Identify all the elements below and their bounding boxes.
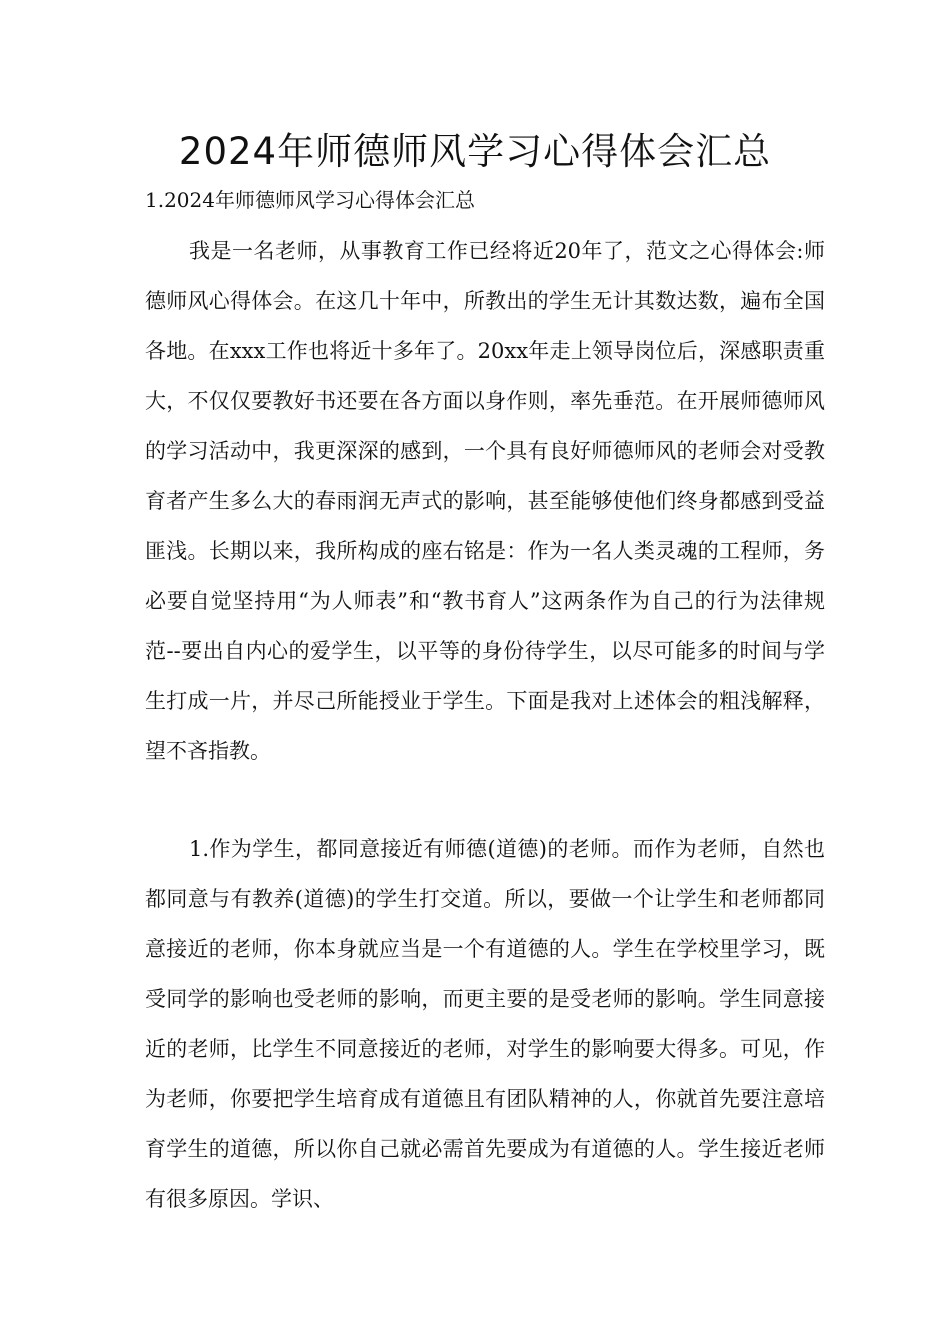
section-heading: 1.2024年师德师风学习心得体会汇总 bbox=[145, 188, 475, 212]
body-paragraph: 我是一名老师，从事教育工作已经将近20年了，范文之心得体会:师德师风心得体会。在这几十年中，所教出的学生无计其数达数，遍布全国各地。在xxx工作也将近十多年了。20xx年走上领导岗位后，深感职责重大，不仅仅要教好书还要在各方面以身作则，率先垂范。在开展师德师风的学习活动中，我更深深的感到，一个具有良好师德师风的老师会对受教育者产生多么大的春雨润无声式的影响，甚至能够使他们终身都感到受益匪浅。长期以来，我所构成的座右铭是：作为一名人类灵魂的工程师，务必要自觉坚持用“为人师表”和“教书育人”这两条作为自己的行为法律规范--要出自内心的爱学生，以平等的身份待学生，以尽可能多的时间与学生打成一片，并尽己所能授业于学生。下面是我对上述体会的粗浅解释，望不吝指教。 bbox=[145, 239, 825, 763]
document-title: 2024年师德师风学习心得体会汇总 bbox=[178, 130, 772, 173]
body-paragraph: 1.作为学生，都同意接近有师德(道德)的老师。而作为老师，自然也都同意与有教养(道德)的学生打交道。所以，要做一个让学生和老师都同意接近的老师，你本身就应当是一个有道德的人。学生在学校里学习，既受同学的影响也受老师的影响，而更主要的是受老师的影响。学生同意接近的老师，比学生不同意接近的老师，对学生的影响要大得多。可见，作为老师，你要把学生培育成有道德且有团队精神的人，你就首先要注意培育学生的道德，所以你自己就必需首先要成为有道德的人。学生接近老师有很多原因。学识、 bbox=[145, 837, 825, 1211]
